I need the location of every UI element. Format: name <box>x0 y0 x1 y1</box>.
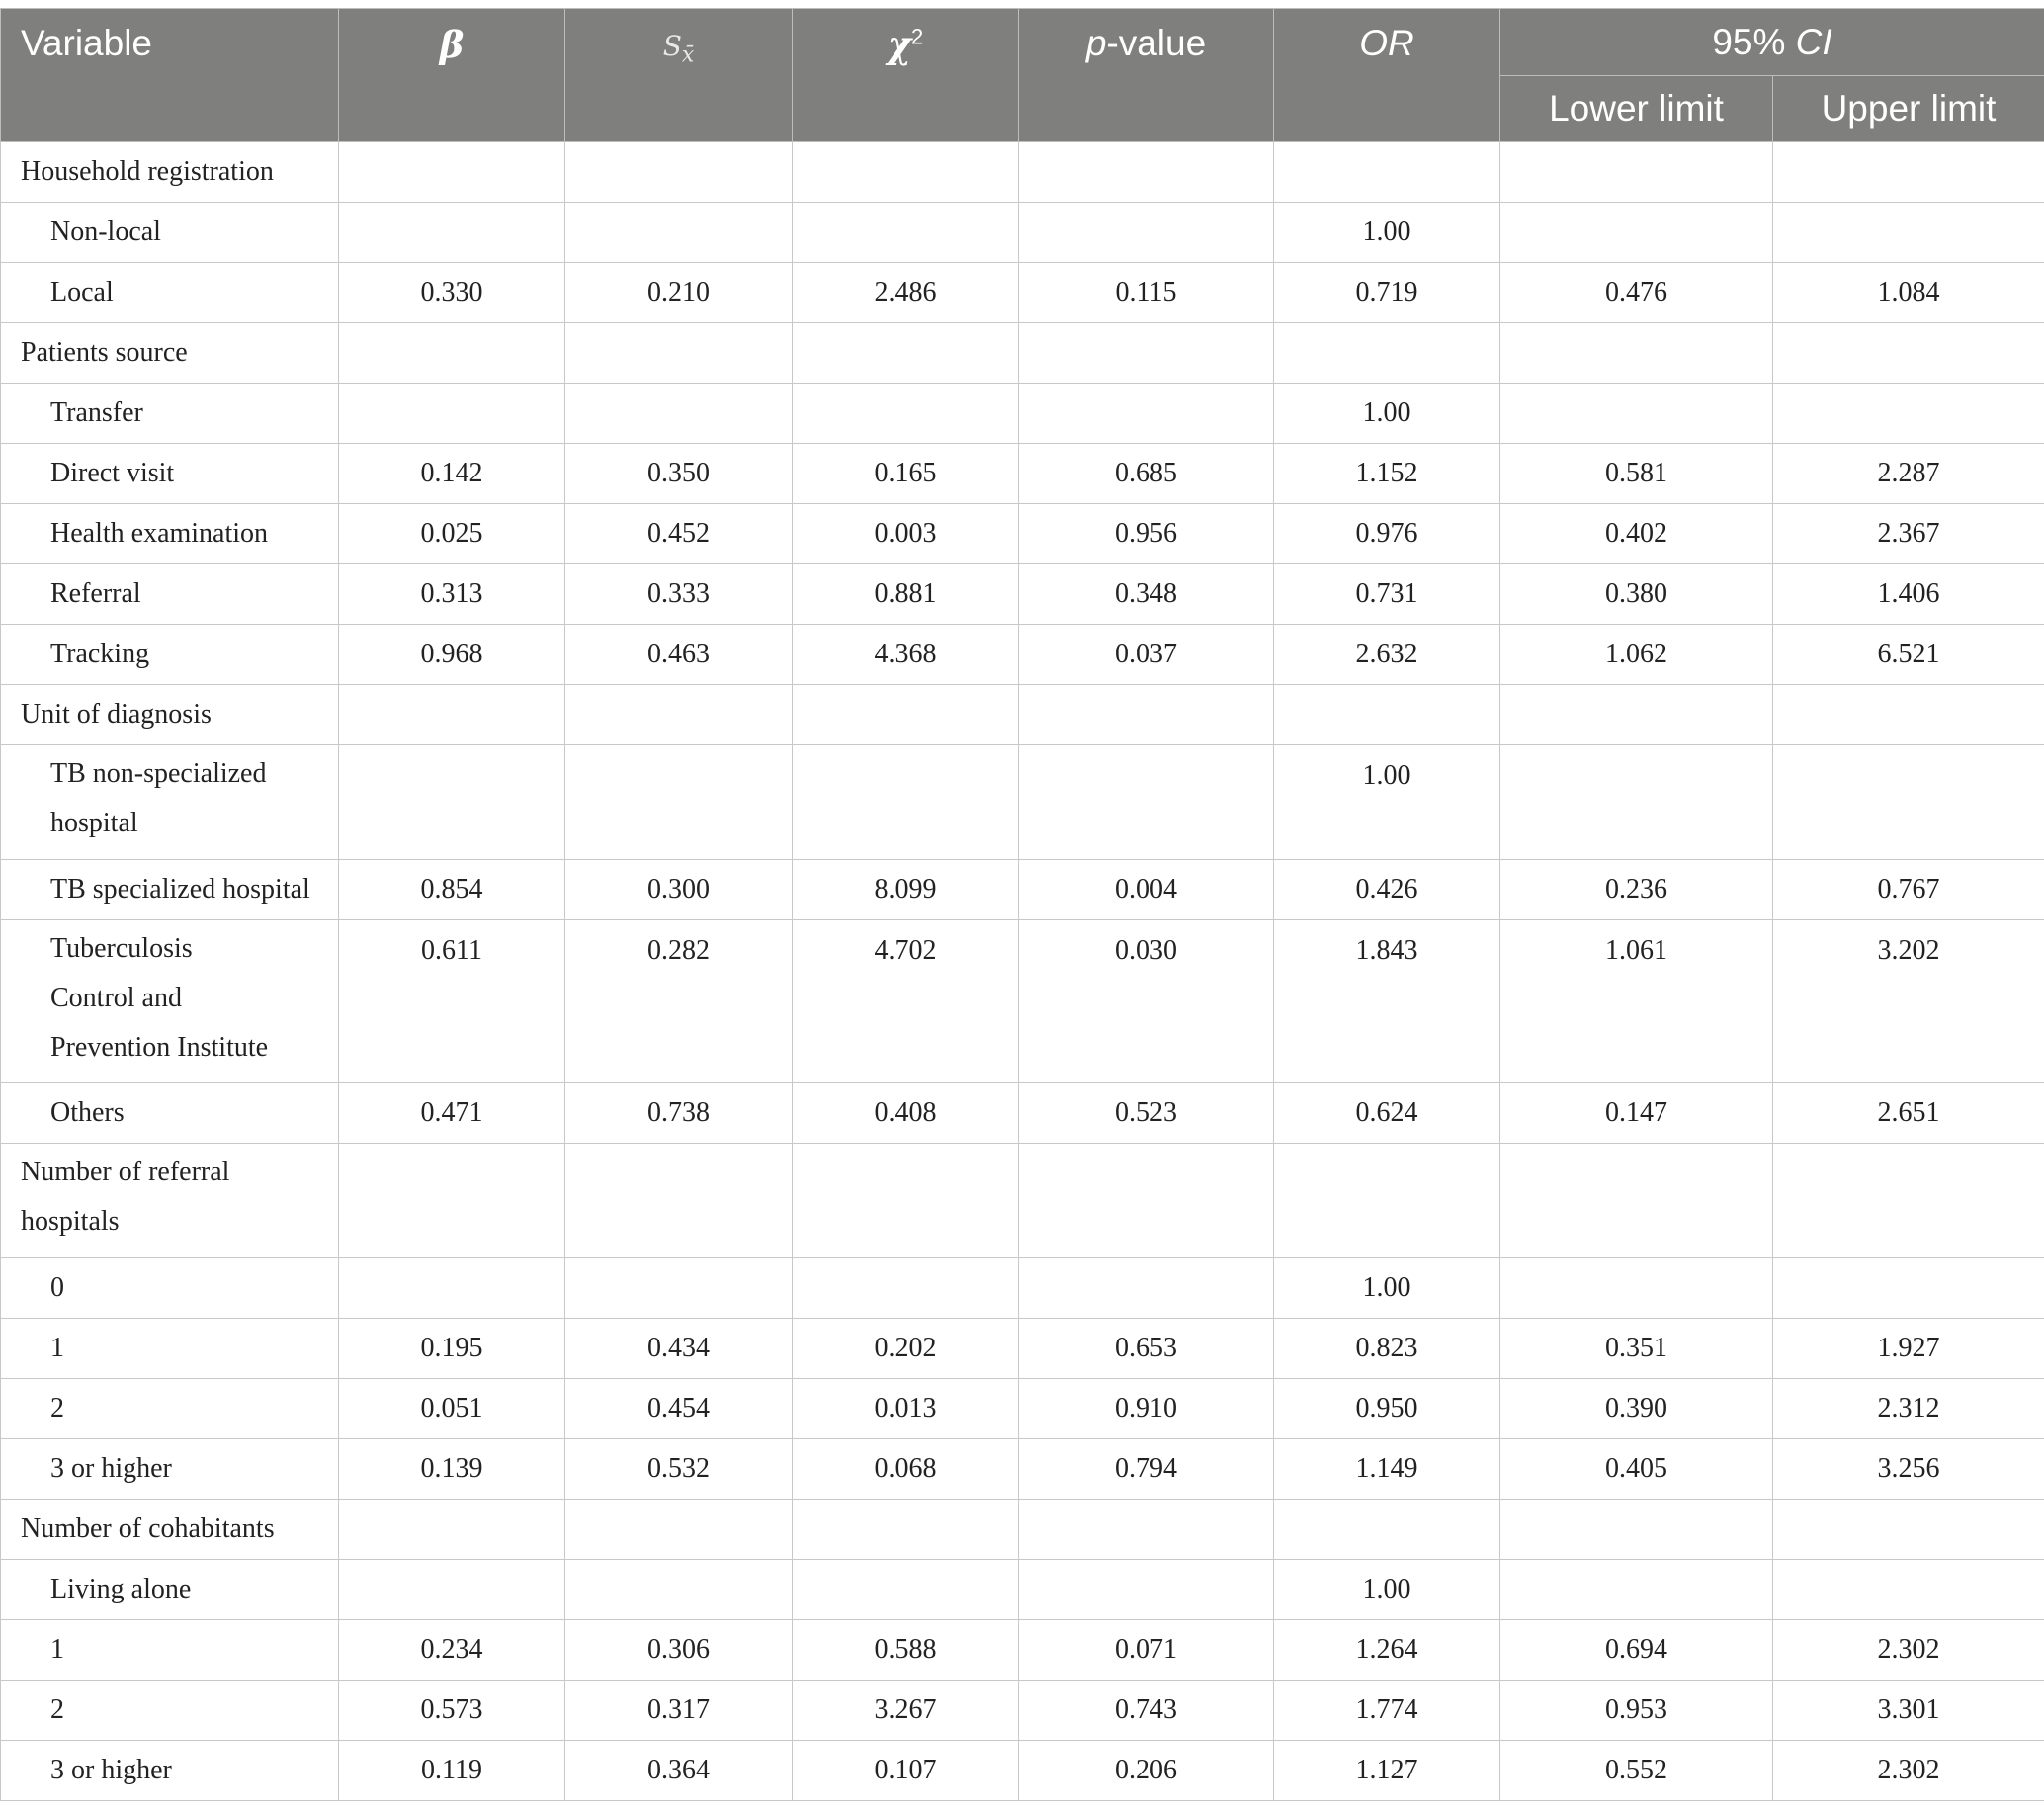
table-row <box>1 1258 2044 1319</box>
beta-cell: 0.234 <box>339 1620 565 1681</box>
chi-symbol: χ <box>887 23 912 66</box>
se-cell: 0.364 <box>565 1741 793 1801</box>
beta-cell: 0.330 <box>339 263 565 323</box>
p-value-cell: 0.956 <box>1019 504 1274 564</box>
or-cell: 0.719 <box>1274 263 1500 323</box>
ci-italic: CI <box>1795 21 1832 62</box>
table-row <box>1 685 2044 745</box>
header-standard-error <box>565 9 793 142</box>
upper-limit-cell: 2.302 <box>1773 1741 2044 1801</box>
chi-square-cell <box>793 1258 1019 1319</box>
table-row <box>1 1560 2044 1620</box>
beta-cell: 0.573 <box>339 1681 565 1741</box>
or-cell: 0.823 <box>1274 1319 1500 1379</box>
category-label: 1 <box>1 1620 339 1681</box>
chi-square-cell <box>793 203 1019 263</box>
upper-limit-cell: 2.287 <box>1773 444 2044 504</box>
group-label: Number of cohabitants <box>1 1500 339 1560</box>
category-label: 2 <box>1 1379 339 1439</box>
group-label: Number of referral hospitals <box>1 1144 339 1258</box>
table-row <box>1 444 2044 504</box>
lower-limit-cell <box>1500 1144 1773 1258</box>
p-value-cell: 0.685 <box>1019 444 1274 504</box>
upper-limit-cell: 2.302 <box>1773 1620 2044 1681</box>
beta-cell <box>339 384 565 444</box>
se-cell <box>565 685 793 745</box>
upper-limit-cell: 1.406 <box>1773 564 2044 625</box>
header-upper-limit: Upper limit <box>1773 76 2044 142</box>
upper-limit-cell: 2.312 <box>1773 1379 2044 1439</box>
se-cell: 0.317 <box>565 1681 793 1741</box>
se-cell <box>565 1144 793 1258</box>
or-cell: 1.00 <box>1274 203 1500 263</box>
beta-cell <box>339 1258 565 1319</box>
chi-square-cell: 8.099 <box>793 860 1019 920</box>
lower-limit-cell <box>1500 323 1773 384</box>
chi-square-cell: 0.107 <box>793 1741 1019 1801</box>
se-cell <box>565 1560 793 1620</box>
table-row <box>1 745 2044 860</box>
se-cell <box>565 384 793 444</box>
lower-limit-cell <box>1500 203 1773 263</box>
header-or <box>1274 9 1500 142</box>
lower-limit-cell: 0.390 <box>1500 1379 1773 1439</box>
lower-limit-cell <box>1500 1560 1773 1620</box>
se-cell <box>565 203 793 263</box>
category-label: Tracking <box>1 625 339 685</box>
p-value-cell <box>1019 1560 1274 1620</box>
upper-limit-cell: 2.651 <box>1773 1083 2044 1144</box>
category-label: Others <box>1 1083 339 1144</box>
upper-limit-cell <box>1773 1258 2044 1319</box>
chi-square-cell: 0.881 <box>793 564 1019 625</box>
lower-limit-cell <box>1500 384 1773 444</box>
or-cell: 1.127 <box>1274 1741 1500 1801</box>
lower-limit-cell: 0.402 <box>1500 504 1773 564</box>
chi-square-cell: 3.267 <box>793 1681 1019 1741</box>
table-row <box>1 1620 2044 1681</box>
category-label: Referral <box>1 564 339 625</box>
p-value-cell: 0.348 <box>1019 564 1274 625</box>
lower-limit-cell: 1.061 <box>1500 920 1773 1083</box>
or-cell <box>1274 685 1500 745</box>
or-cell: 0.426 <box>1274 860 1500 920</box>
category-label: Health examination <box>1 504 339 564</box>
category-label: Local <box>1 263 339 323</box>
beta-cell: 0.142 <box>339 444 565 504</box>
chi-square-cell: 0.165 <box>793 444 1019 504</box>
table-row <box>1 504 2044 564</box>
or-cell: 1.152 <box>1274 444 1500 504</box>
group-label: Unit of diagnosis <box>1 685 339 745</box>
lower-limit-cell: 0.405 <box>1500 1439 1773 1500</box>
table-row <box>1 1319 2044 1379</box>
upper-limit-cell <box>1773 685 2044 745</box>
table-row <box>1 1439 2044 1500</box>
upper-limit-cell: 2.367 <box>1773 504 2044 564</box>
or-cell: 1.00 <box>1274 1258 1500 1319</box>
p-value-cell: 0.523 <box>1019 1083 1274 1144</box>
se-cell <box>565 1500 793 1560</box>
upper-limit-cell <box>1773 203 2044 263</box>
chi-square-cell: 4.368 <box>793 625 1019 685</box>
chi-square-cell: 0.068 <box>793 1439 1019 1500</box>
beta-cell: 0.471 <box>339 1083 565 1144</box>
p-value-cell <box>1019 1144 1274 1258</box>
se-cell: 0.300 <box>565 860 793 920</box>
category-label: Tuberculosis Control and Prevention Institute <box>1 920 339 1083</box>
se-subscript: x̄ <box>681 43 695 68</box>
table-row <box>1 203 2044 263</box>
beta-symbol: β <box>439 23 465 66</box>
or-cell <box>1274 142 1500 203</box>
chi-square-cell: 4.702 <box>793 920 1019 1083</box>
p-value-cell: 0.794 <box>1019 1439 1274 1500</box>
p-value-cell: 0.004 <box>1019 860 1274 920</box>
group-label: Household registration <box>1 142 339 203</box>
lower-limit-cell: 0.953 <box>1500 1681 1773 1741</box>
upper-limit-cell <box>1773 142 2044 203</box>
lower-limit-cell: 0.147 <box>1500 1083 1773 1144</box>
table-row <box>1 1500 2044 1560</box>
or-cell <box>1274 1144 1500 1258</box>
upper-limit-cell: 6.521 <box>1773 625 2044 685</box>
lower-limit-cell: 0.476 <box>1500 263 1773 323</box>
lower-limit-cell: 0.581 <box>1500 444 1773 504</box>
group-label: Patients source <box>1 323 339 384</box>
chi-square-cell: 0.003 <box>793 504 1019 564</box>
table-row <box>1 142 2044 203</box>
beta-cell <box>339 203 565 263</box>
or-cell <box>1274 1500 1500 1560</box>
lower-limit-cell: 0.552 <box>1500 1741 1773 1801</box>
header-p-value <box>1019 9 1274 142</box>
chi-square-cell <box>793 745 1019 860</box>
header-beta <box>339 9 565 142</box>
category-label: Transfer <box>1 384 339 444</box>
chi-square-cell <box>793 323 1019 384</box>
or-cell: 1.843 <box>1274 920 1500 1083</box>
chi-square-cell <box>793 1144 1019 1258</box>
se-cell: 0.350 <box>565 444 793 504</box>
se-cell: 0.463 <box>565 625 793 685</box>
beta-cell: 0.025 <box>339 504 565 564</box>
p-value-cell: 0.071 <box>1019 1620 1274 1681</box>
beta-cell <box>339 1144 565 1258</box>
se-cell: 0.210 <box>565 263 793 323</box>
se-cell: 0.532 <box>565 1439 793 1500</box>
or-cell: 1.00 <box>1274 384 1500 444</box>
se-cell: 0.452 <box>565 504 793 564</box>
header-variable: Variable <box>1 9 339 142</box>
upper-limit-cell: 1.084 <box>1773 263 2044 323</box>
upper-limit-cell: 3.301 <box>1773 1681 2044 1741</box>
or-cell: 0.731 <box>1274 564 1500 625</box>
chi-square-cell <box>793 1560 1019 1620</box>
p-value-cell: 0.743 <box>1019 1681 1274 1741</box>
se-cell <box>565 1258 793 1319</box>
beta-cell: 0.968 <box>339 625 565 685</box>
category-label: Living alone <box>1 1560 339 1620</box>
upper-limit-cell <box>1773 384 2044 444</box>
upper-limit-cell <box>1773 1144 2044 1258</box>
table-row <box>1 1144 2044 1258</box>
category-label: Direct visit <box>1 444 339 504</box>
chi-square-cell <box>793 142 1019 203</box>
se-cell <box>565 745 793 860</box>
beta-cell <box>339 745 565 860</box>
p-value-cell: 0.037 <box>1019 625 1274 685</box>
chi-square-cell <box>793 384 1019 444</box>
se-symbol: S <box>662 30 682 62</box>
lower-limit-cell: 0.380 <box>1500 564 1773 625</box>
or-cell: 1.774 <box>1274 1681 1500 1741</box>
beta-cell: 0.313 <box>339 564 565 625</box>
or-cell: 1.00 <box>1274 1560 1500 1620</box>
beta-cell: 0.051 <box>339 1379 565 1439</box>
chi-square-cell <box>793 1500 1019 1560</box>
category-label: 3 or higher <box>1 1439 339 1500</box>
category-label: 0 <box>1 1258 339 1319</box>
lower-limit-cell <box>1500 685 1773 745</box>
table-header <box>1 9 2044 142</box>
se-cell: 0.738 <box>565 1083 793 1144</box>
or-cell: 0.624 <box>1274 1083 1500 1144</box>
table-row <box>1 564 2044 625</box>
table-row <box>1 625 2044 685</box>
or-cell: 2.632 <box>1274 625 1500 685</box>
p-value-cell: 0.030 <box>1019 920 1274 1083</box>
upper-limit-cell <box>1773 1560 2044 1620</box>
p-value-cell <box>1019 685 1274 745</box>
p-value-cell: 0.206 <box>1019 1741 1274 1801</box>
chi-square-cell: 0.588 <box>793 1620 1019 1681</box>
table-row <box>1 384 2044 444</box>
beta-cell: 0.139 <box>339 1439 565 1500</box>
header-lower-limit: Lower limit <box>1500 76 1773 142</box>
regression-table-container <box>0 8 2044 1801</box>
beta-cell <box>339 323 565 384</box>
se-cell: 0.434 <box>565 1319 793 1379</box>
lower-limit-cell <box>1500 745 1773 860</box>
se-cell: 0.454 <box>565 1379 793 1439</box>
p-value-cell: 0.910 <box>1019 1379 1274 1439</box>
lower-limit-cell <box>1500 142 1773 203</box>
chi-square-cell: 2.486 <box>793 263 1019 323</box>
table-row <box>1 860 2044 920</box>
or-cell <box>1274 323 1500 384</box>
lower-limit-cell: 0.694 <box>1500 1620 1773 1681</box>
regression-table <box>0 8 2044 1801</box>
or-cell: 0.976 <box>1274 504 1500 564</box>
category-label: 1 <box>1 1319 339 1379</box>
chi-square-cell: 0.013 <box>793 1379 1019 1439</box>
se-cell: 0.282 <box>565 920 793 1083</box>
p-value-cell <box>1019 203 1274 263</box>
p-value-cell <box>1019 1500 1274 1560</box>
upper-limit-cell <box>1773 1500 2044 1560</box>
or-cell: 1.149 <box>1274 1439 1500 1500</box>
category-label: 2 <box>1 1681 339 1741</box>
table-row <box>1 1379 2044 1439</box>
se-cell <box>565 142 793 203</box>
or-cell: 0.950 <box>1274 1379 1500 1439</box>
p-value-cell <box>1019 323 1274 384</box>
lower-limit-cell: 0.351 <box>1500 1319 1773 1379</box>
p-value-cell <box>1019 142 1274 203</box>
beta-cell <box>339 1560 565 1620</box>
upper-limit-cell: 1.927 <box>1773 1319 2044 1379</box>
beta-cell: 0.611 <box>339 920 565 1083</box>
lower-limit-cell <box>1500 1500 1773 1560</box>
beta-cell: 0.854 <box>339 860 565 920</box>
p-rest: -value <box>1106 23 1207 63</box>
or-label: OR <box>1359 23 1414 63</box>
header-ci <box>1500 9 2044 76</box>
table-row <box>1 1681 2044 1741</box>
se-cell: 0.306 <box>565 1620 793 1681</box>
table-row <box>1 263 2044 323</box>
upper-limit-cell: 3.202 <box>1773 920 2044 1083</box>
lower-limit-cell <box>1500 1258 1773 1319</box>
category-label: Non-local <box>1 203 339 263</box>
category-label: TB specialized hospital <box>1 860 339 920</box>
se-cell <box>565 323 793 384</box>
table-row <box>1 323 2044 384</box>
se-cell: 0.333 <box>565 564 793 625</box>
table-row <box>1 1741 2044 1801</box>
p-value-cell: 0.653 <box>1019 1319 1274 1379</box>
table-row <box>1 1083 2044 1144</box>
category-label: 3 or higher <box>1 1741 339 1801</box>
chi-square-cell <box>793 685 1019 745</box>
category-label: TB non-specialized hospital <box>1 745 339 860</box>
p-value-cell <box>1019 384 1274 444</box>
table-row <box>1 920 2044 1083</box>
p-value-cell <box>1019 1258 1274 1319</box>
or-cell: 1.264 <box>1274 1620 1500 1681</box>
p-italic: p <box>1085 23 1107 63</box>
chi-square-cell: 0.408 <box>793 1083 1019 1144</box>
upper-limit-cell: 0.767 <box>1773 860 2044 920</box>
chi-square-cell: 0.202 <box>793 1319 1019 1379</box>
header-chi-square <box>793 9 1019 142</box>
beta-cell <box>339 685 565 745</box>
ci-prefix: 95% <box>1712 21 1796 62</box>
beta-cell: 0.195 <box>339 1319 565 1379</box>
table-body <box>1 142 2044 1801</box>
upper-limit-cell <box>1773 745 2044 860</box>
lower-limit-cell: 0.236 <box>1500 860 1773 920</box>
chi-superscript: 2 <box>911 24 924 49</box>
p-value-cell: 0.115 <box>1019 263 1274 323</box>
beta-cell <box>339 142 565 203</box>
p-value-cell <box>1019 745 1274 860</box>
upper-limit-cell: 3.256 <box>1773 1439 2044 1500</box>
or-cell: 1.00 <box>1274 745 1500 860</box>
lower-limit-cell: 1.062 <box>1500 625 1773 685</box>
upper-limit-cell <box>1773 323 2044 384</box>
beta-cell: 0.119 <box>339 1741 565 1801</box>
beta-cell <box>339 1500 565 1560</box>
